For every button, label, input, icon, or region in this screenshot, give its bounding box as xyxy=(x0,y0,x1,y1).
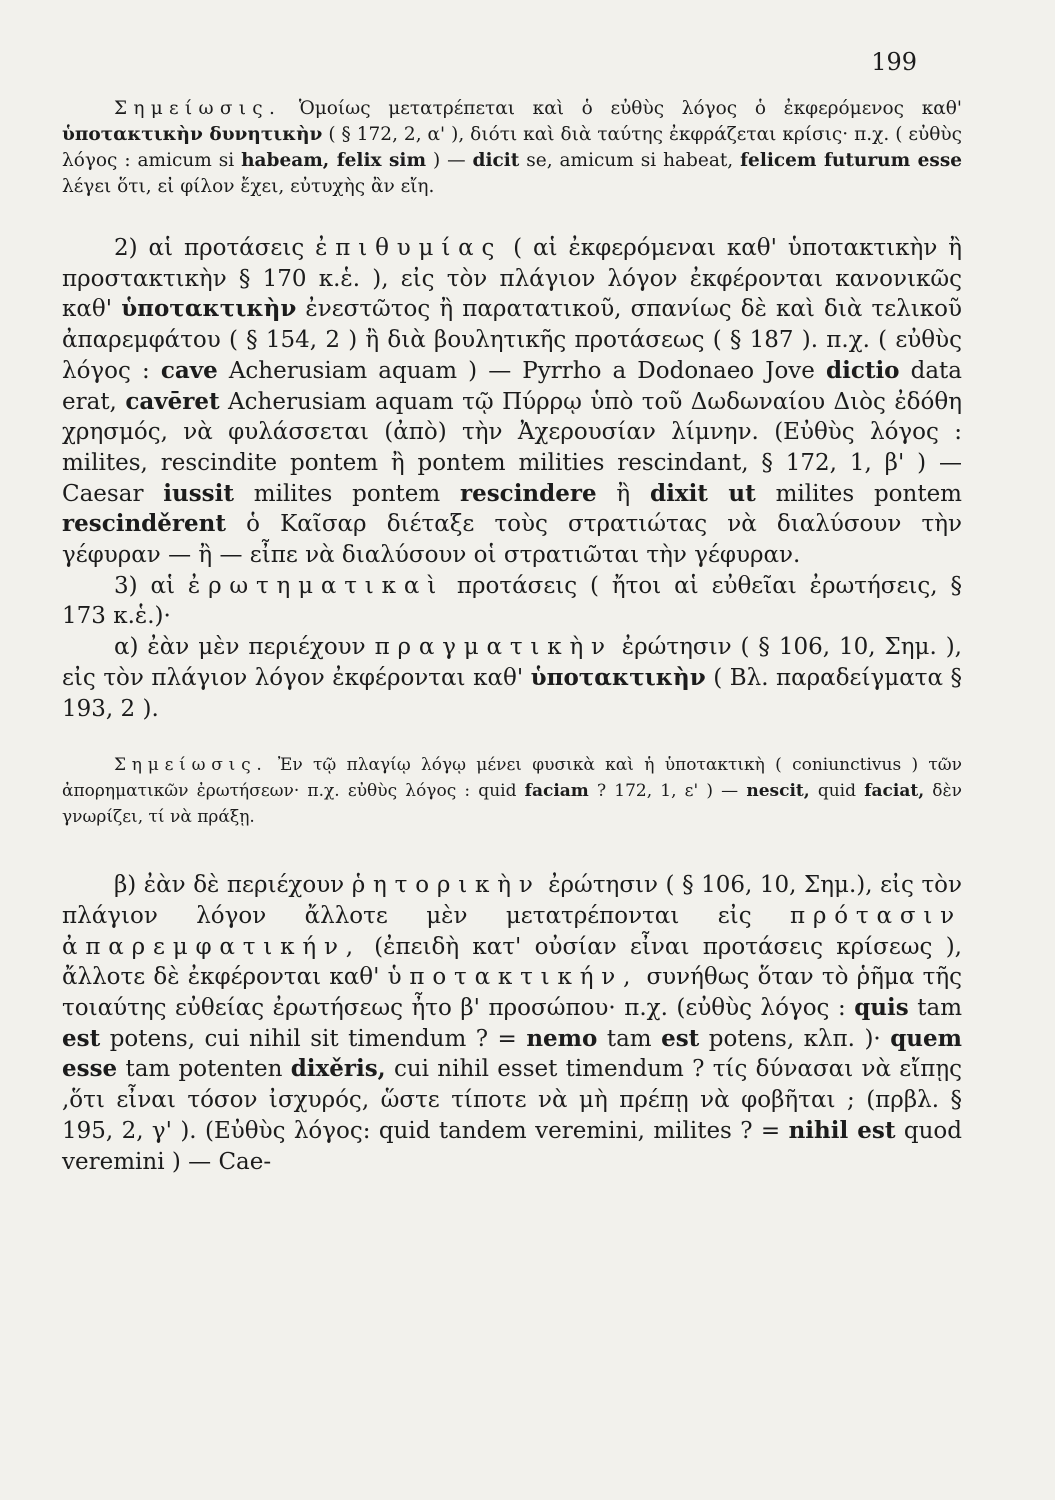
page-number: 199 xyxy=(871,48,917,76)
paragraph-3-interrogative-clauses: 3) αἱ ἐρωτηματικαὶ προτάσεις ( ἤτοι αἱ εὐθεῖαι ἐρωτήσεις, § 173 κ.ἑ.)· xyxy=(62,572,962,630)
paragraph-2-desire-clauses: 2) αἱ προτάσεις ἐπιθυμίας ( αἱ ἐκφερόμεναι καθ' ὑποτακτικὴν ἢ προστακτικὴν § 170 κ.ἑ. ), εἰς τὸν πλάγιον λόγον ἐκφέρονται κανονικῶς καθ' ὑποτακτικὴν ἐνεστῶτος ἢ παρατατικοῦ, σπανίως δὲ καὶ διὰ τελικοῦ ἀπαρεμφάτου ( § 154, 2 ) ἢ διὰ βουλητικῆς προτάσεως ( § 187 ). π.χ. ( εὐθὺς λόγος : cave Acherusiam aquam ) — Pyrrho a Dodonaeo Jove dictio data erat, cavēret Acherusiam aquam τῷ Πύρρῳ ὑπὸ τοῦ Δωδωναίου Διὸς ἐδόθη χρησμός, νὰ φυλάσσεται (ἀπὸ) τὴν Ἀχερουσίαν λίμνην. (Εὐθὺς λόγος : milites, rescindite pontem ἢ pontem milities rescindant, § 172, 1, β' ) — Caesar iussit milites pontem rescindere ἢ dixit ut milites pontem rescinděrent ὁ Καῖσαρ διέταξε τοὺς στρατιώτας νὰ διαλύσουν τὴν γέφυραν — ἢ — εἶπε νὰ διαλύσουν οἱ στρατιῶται τὴν γέφυραν. xyxy=(62,235,963,569)
note-label: Σημείωσις. xyxy=(114,98,282,119)
page-content xyxy=(62,96,962,1177)
note-label: Σημείωσις. xyxy=(114,755,268,776)
paragraph-b-rhetorical-question: β) ἐὰν δὲ περιέχουν ῥητορικὴν ἐρώτησιν ( § 106, 10, Σημ.), εἰς τὸν πλάγιον λόγον ἄλλοτε μὲν μετατρέπονται εἰς πρότασιν ἀπαρεμφατικήν, (ἐπειδὴ κατ' οὐσίαν εἶναι προτάσεις κρίσεως ), ἄλλοτε δὲ ἐκφέρονται καθ' ὑποτακτικήν, συνήθως ὅταν τὸ ῥῆμα τῆς τοιαύτης εὐθείας ἐρωτήσεως ἦτο β' προσώπου· π.χ. (εὐθὺς λόγος : quis tam est potens, cui nihil sit timendum ? = nemo tam est potens, κλπ. )· quem esse tam potenten dixěris, cui nihil esset timendum ? τίς δύνασαι νὰ εἴπῃς ,ὅτι εἶναι τόσον ἰσχυρός, ὥστε τίποτε νὰ μὴ πρέπῃ νὰ φοβῆται ; (πρβλ. § 195, 2, γ' ). (Εὐθὺς λόγος: quid tandem veremini, milites ? = nihil est quod veremini ) — Cae- xyxy=(62,872,963,1175)
paragraph-a-real-question: α) ἐὰν μὲν περιέχουν πραγματικὴν ἐρώτησιν ( § 106, 10, Σημ. ), εἰς τὸν πλάγιον λόγον ἐκφέρονται καθ' ὑποτακτικὴν ( Βλ. παραδείγματα § 193, 2 ). xyxy=(62,634,962,722)
note-paragraph-1: Σημείωσις. Ὁμοίως μετατρέπεται καὶ ὁ εὐθὺς λόγος ὁ ἐκφερόμενος καθ' ὑποτακτικὴν δυνητικὴν ( § 172, 2, α' ), διότι καὶ διὰ ταύτης ἐκφράζεται κρίσις· π.χ. ( εὐθὺς λόγος : amicum si habeam, felix sim ) — dicit se, amicum si habeat, felicem futurum esse λέγει ὅτι, εἰ φίλον ἔχει, εὐτυχὴς ἂν εἴη. xyxy=(62,98,963,197)
note-paragraph-2: Σημείωσις. Ἐν τῷ πλαγίῳ λόγῳ μένει φυσικὰ καὶ ἡ ὑποτακτικὴ ( coniunctivus ) τῶν ἀπορηματικῶν ἐρωτήσεων· π.χ. εὐθὺς λόγος : quid faciam ? 172, 1, ε' ) — nescit, quid faciat, δὲν γνωρίζει, τί νὰ πράξῃ. xyxy=(62,755,962,828)
